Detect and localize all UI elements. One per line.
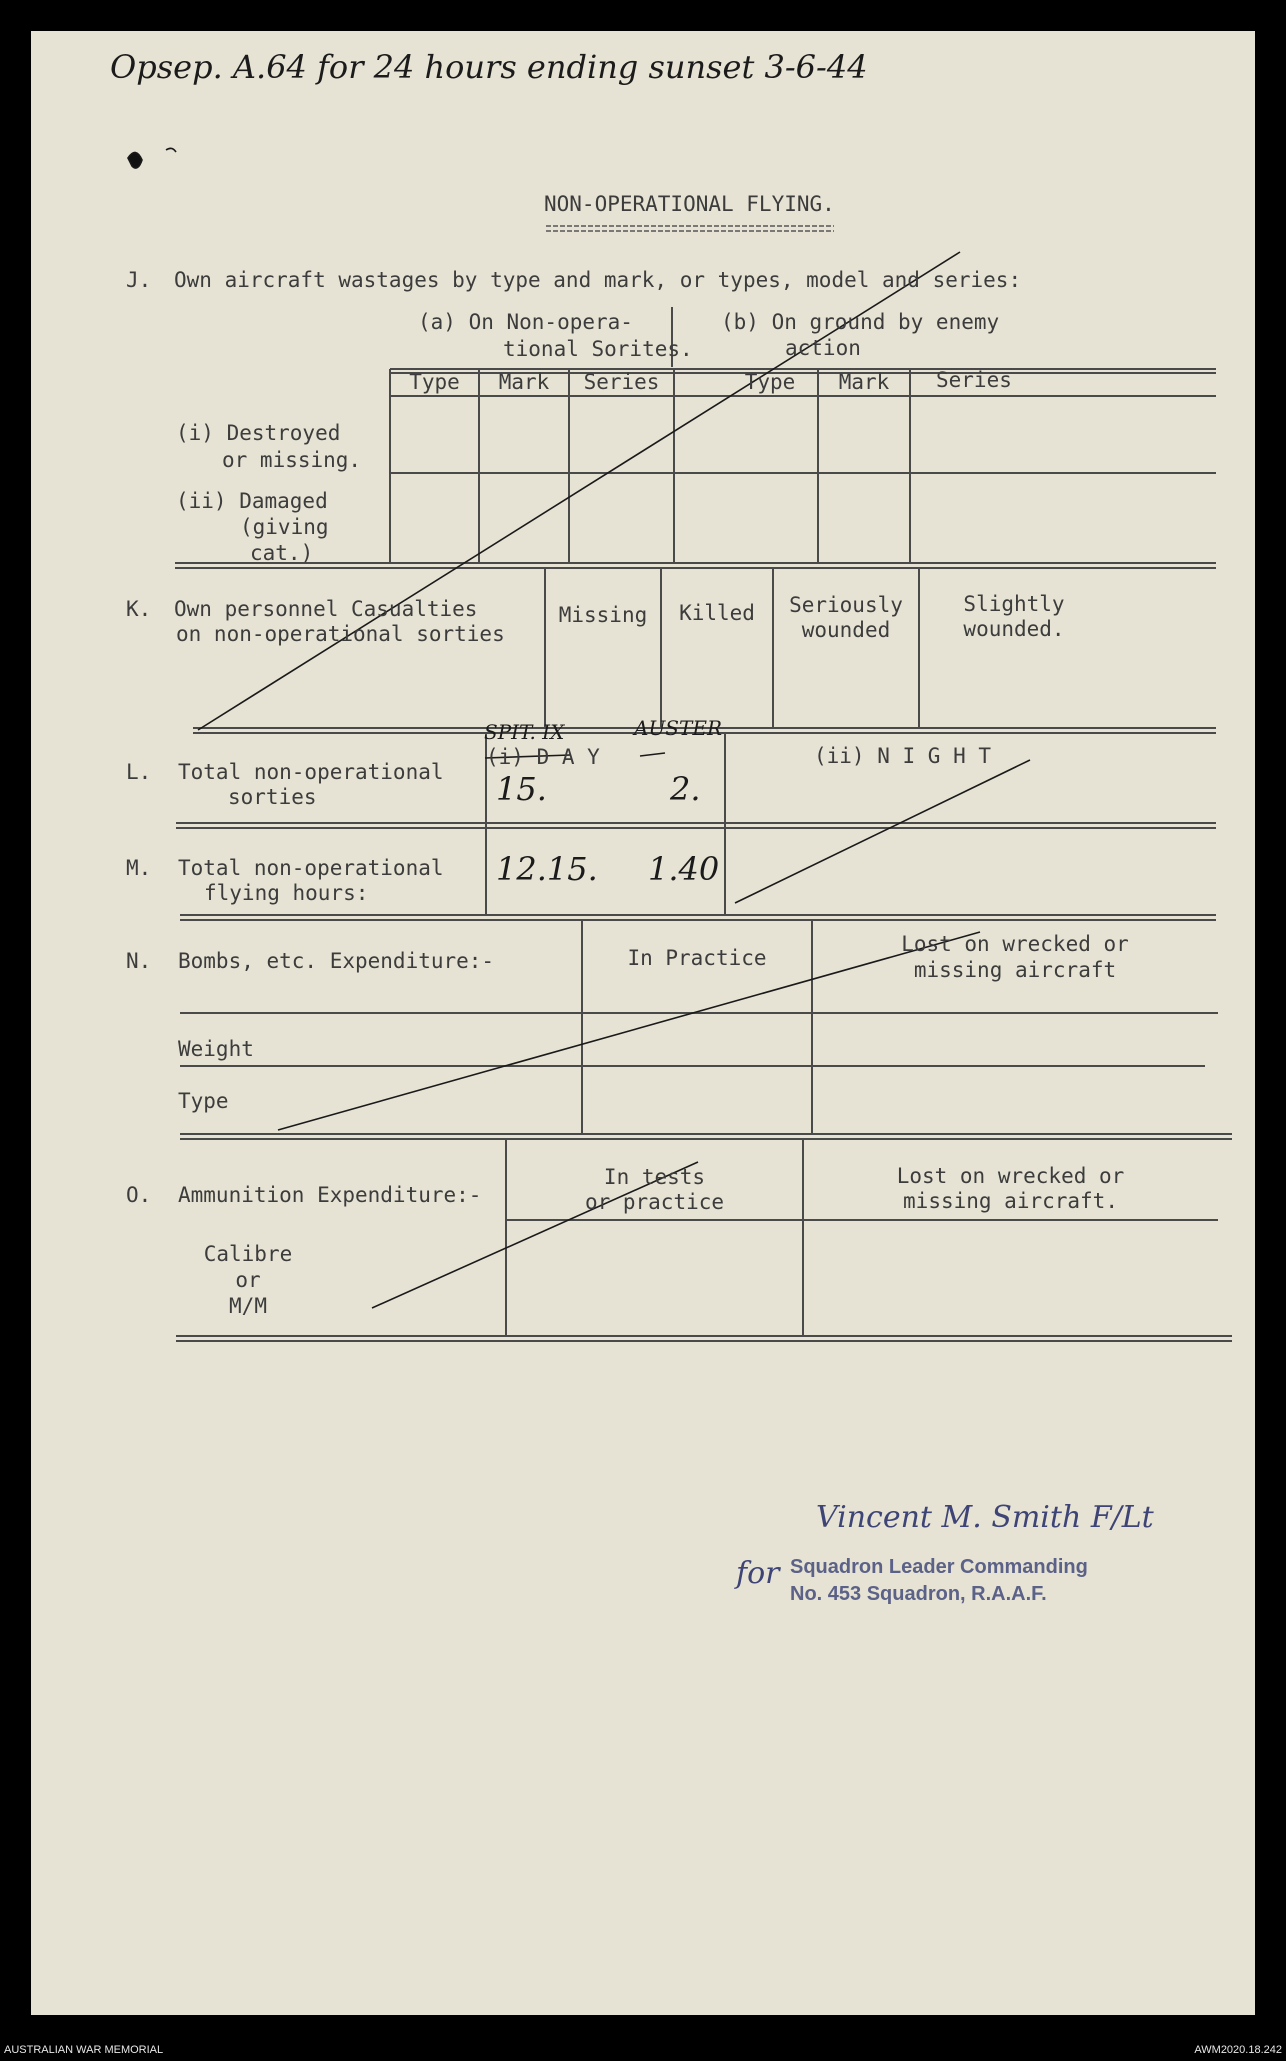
j-sub-type-a: Type (409, 370, 460, 394)
ink-mark (166, 148, 176, 152)
footer-source: AUSTRALIAN WAR MEMORIAL (4, 2044, 164, 2056)
k-col-missing: Missing (558, 603, 648, 627)
o-row-calibre-1: Calibre (203, 1242, 293, 1266)
j-col-a-line2: tional Sorites. (503, 337, 693, 361)
j-row2-line1: (ii) Damaged (176, 489, 328, 513)
day-label-strike-2 (640, 753, 665, 756)
hw-auster-label: AUSTER (634, 716, 722, 740)
o-row-calibre-2: or (235, 1268, 261, 1292)
section-j-heading: Own aircraft wastages by type and mark, or types, model and series: (174, 268, 1022, 292)
k-label-line1: Own personnel Casualties (174, 597, 478, 621)
hw-spit-hours: 12.15. (496, 850, 598, 888)
footer-accession: AWM2020.18.242 (1194, 2044, 1282, 2056)
o-col-lost-2: missing aircraft. (903, 1189, 1118, 1213)
k-col-seriously-1: Seriously (789, 593, 903, 617)
j-row1-line2: or missing. (222, 448, 362, 472)
k-col-slightly-1: Slightly (963, 592, 1065, 616)
handwritten-header: Opsep. A.64 for 24 hours ending sunset 3-6-44 (110, 48, 868, 86)
l-day-label: (i) D A Y (486, 745, 600, 769)
n-col-lost-1: Lost on wrecked or (901, 932, 1129, 956)
n-col-practice: In Practice (627, 946, 767, 970)
handwritten-signature: Vincent M. Smith F/Lt (816, 1500, 1154, 1535)
l-label-line2: sorties (228, 785, 317, 809)
night-strike (735, 760, 1030, 903)
section-j-letter: J. (126, 268, 152, 292)
n-row-type: Type (178, 1089, 229, 1113)
m-label-line2: flying hours: (204, 881, 369, 905)
j-sub-mark-b: Mark (838, 370, 890, 394)
section-l-letter: L. (126, 760, 152, 784)
k-col-seriously-2: wounded (801, 618, 891, 642)
k-label-line2: on non-operational sorties (176, 622, 505, 646)
hw-auster-sorties: 2. (670, 770, 701, 808)
j-row1-line1: (i) Destroyed (176, 421, 341, 445)
section-o-letter: O. (126, 1183, 152, 1207)
section-n-letter: N. (126, 949, 152, 973)
j-col-b-line1: (b) On ground by enemy (721, 310, 1000, 334)
o-row-calibre-3: M/M (229, 1294, 267, 1318)
n-row-weight: Weight (178, 1037, 254, 1061)
k-col-slightly-2: wounded. (963, 617, 1065, 641)
page-title: NON-OPERATIONAL FLYING. (544, 192, 835, 216)
o-label: Ammunition Expenditure:- (178, 1183, 482, 1207)
ink-blot (128, 152, 142, 168)
l-night-label: (ii) N I G H T (814, 744, 992, 768)
j-row2-line3: cat.) (250, 541, 314, 565)
j-sub-mark-a: Mark (498, 370, 550, 394)
l-label-line1: Total non-operational (178, 760, 444, 784)
j-sub-series-b: Series (936, 368, 1012, 392)
o-col-tests-2: or practice (584, 1190, 725, 1214)
hw-spit-sorties: 15. (496, 770, 547, 808)
j-col-a-line1: (a) On Non-opera- (418, 310, 633, 334)
k-col-killed: Killed (679, 601, 755, 625)
j-sub-type-b: Type (744, 370, 796, 394)
stamp-line-2: No. 453 Squadron, R.A.A.F. (790, 1583, 1047, 1605)
section-m-letter: M. (126, 856, 152, 880)
hw-spit-label: SPIT. IX (484, 720, 565, 744)
j-col-b-line2: action (785, 336, 861, 360)
j-sub-series-a: Series (583, 370, 660, 394)
stamp-line-1: Squadron Leader Commanding (790, 1556, 1088, 1578)
o-col-lost-1: Lost on wrecked or (896, 1164, 1125, 1188)
signature-for-mark: for (736, 1556, 780, 1591)
o-col-tests-1: In tests (603, 1165, 706, 1189)
j-row2-line2: (giving (240, 515, 329, 539)
hw-auster-hours: 1.40 (648, 850, 720, 888)
n-col-lost-2: missing aircraft (913, 958, 1117, 982)
n-label: Bombs, etc. Expenditure:- (178, 949, 495, 973)
section-k-letter: K. (126, 597, 152, 621)
m-label-line1: Total non-operational (178, 856, 444, 880)
